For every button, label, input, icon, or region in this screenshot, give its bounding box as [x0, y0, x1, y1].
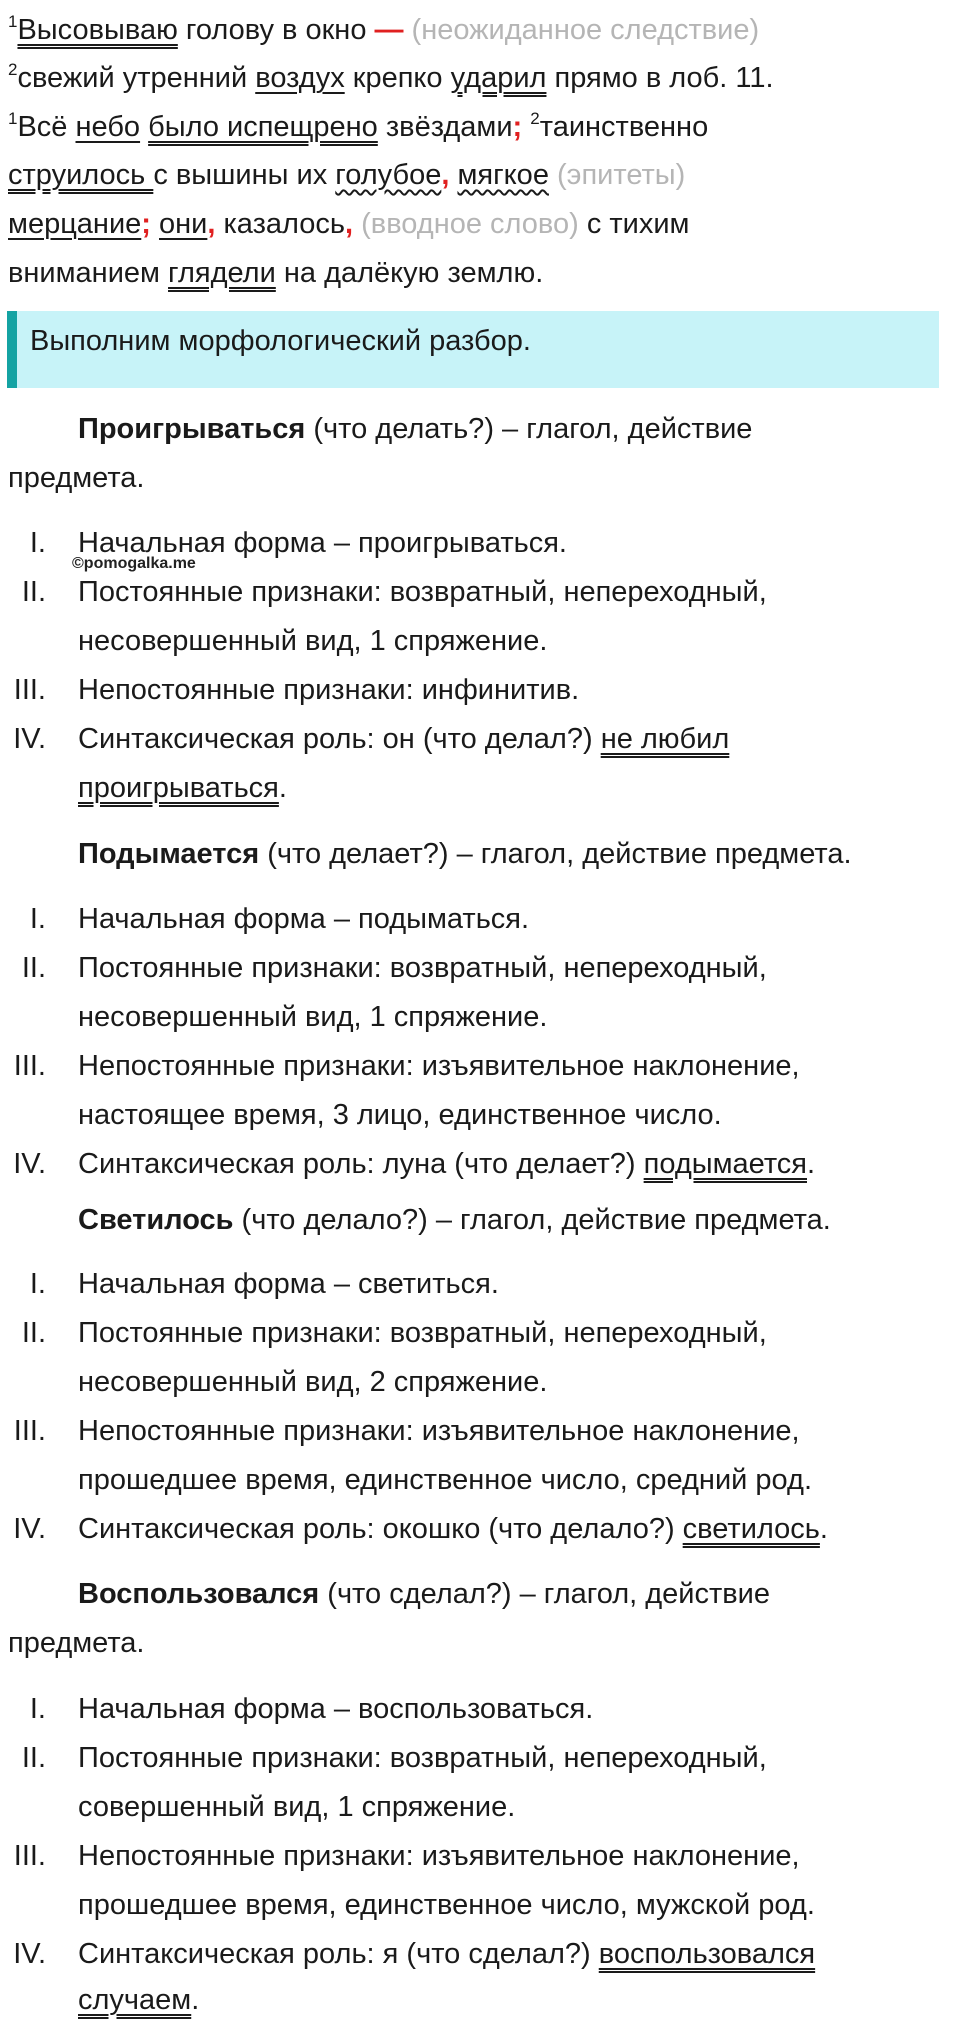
roman-numeral: II. — [21, 1317, 46, 1349]
roman-numeral: I. — [29, 903, 46, 935]
section-heading — [78, 405, 752, 454]
analysis-line-3 — [8, 103, 708, 152]
superscript: 2 — [8, 60, 18, 79]
item-text: Постоянные признаки: возвратный, непереходный, — [78, 1742, 767, 1774]
predicate-word: не любил — [600, 723, 730, 755]
grammar-note: (неожиданное следствие) — [403, 14, 760, 46]
plain-text: свежий утренний — [17, 62, 256, 94]
superscript: 2 — [530, 109, 540, 128]
section-heading — [78, 1196, 831, 1245]
section-heading — [78, 830, 852, 879]
plain-text — [140, 111, 148, 143]
punctuation-mark: ; — [141, 208, 151, 240]
heading-continuation: предмета. — [8, 462, 145, 494]
plain-text: звёздами — [377, 111, 513, 143]
heading-description: (что делало?) – глагол, действие предмета. — [233, 1204, 831, 1236]
plain-text: Всё — [17, 111, 76, 143]
item-text: Непостоянные признаки: изъявительное наклонение, — [78, 1415, 800, 1447]
watermark: ©pomogalka.me — [72, 555, 196, 572]
heading-description: (что сделал?) – глагол, действие — [319, 1578, 771, 1610]
item-text — [78, 764, 287, 813]
item-text-part: Синтаксическая роль: я (что сделал?) — [78, 1938, 599, 1970]
item-text: прошедшее время, единственное число, средний род. — [78, 1464, 813, 1496]
roman-numeral: II. — [21, 576, 46, 608]
item-text-part: Синтаксическая роль: он (что делал?) — [78, 723, 601, 755]
plain-text — [151, 208, 159, 240]
item-text: несовершенный вид, 1 спряжение. — [78, 625, 548, 657]
analysis-line-5 — [8, 200, 690, 249]
item-text — [78, 1976, 199, 2025]
section-heading — [78, 1570, 770, 1619]
subject-word: воздух — [255, 62, 345, 94]
heading-description: (что делает?) – глагол, действие предмета. — [259, 838, 852, 870]
plain-text: крепко — [344, 62, 451, 94]
heading-word: Светилось — [78, 1204, 234, 1236]
analysis-line-6 — [8, 249, 543, 298]
subject-word: мерцание — [8, 208, 142, 240]
roman-numeral: I. — [29, 1268, 46, 1300]
plain-text: с вышины их — [153, 159, 336, 191]
roman-numeral: III. — [13, 1415, 46, 1447]
item-text: Начальная форма – светиться. — [78, 1268, 499, 1300]
roman-numeral: II. — [21, 1742, 46, 1774]
item-text: Начальная форма – проигрываться. — [78, 527, 567, 559]
roman-numeral: IV. — [13, 723, 46, 755]
predicate-word: ударил — [450, 62, 547, 94]
analysis-line-1 — [8, 6, 759, 55]
subject-word: они — [159, 208, 208, 240]
item-text-part: Синтаксическая роль: окошко (что делало?) — [78, 1513, 683, 1545]
attribute-word: голубое — [335, 159, 442, 191]
item-text: Непостоянные признаки: инфинитив. — [78, 674, 580, 706]
plain-text: с тихим — [578, 208, 690, 240]
plain-text: казалось — [215, 208, 346, 240]
item-text: Начальная форма – подыматься. — [78, 903, 530, 935]
plain-text: вниманием — [8, 257, 169, 289]
predicate-word: струилось — [8, 159, 154, 191]
punctuation-mark: , — [441, 159, 450, 191]
item-text-part: . — [807, 1148, 816, 1180]
roman-numeral: IV. — [13, 1513, 46, 1545]
predicate-word: было испещрено — [148, 111, 378, 143]
predicate-word: Высовываю — [17, 14, 178, 46]
punctuation-mark: — — [374, 14, 404, 46]
heading-word: Подымается — [78, 838, 260, 870]
item-text — [78, 1930, 815, 1979]
item-text: Постоянные признаки: возвратный, непереходный, — [78, 576, 767, 608]
heading-word: Воспользовался — [78, 1578, 320, 1610]
item-text: совершенный вид, 1 спряжение. — [78, 1791, 516, 1823]
item-text: настоящее время, 3 лицо, единственное число. — [78, 1099, 722, 1131]
plain-text: таинственно — [539, 111, 709, 143]
plain-text: голову в окно — [177, 14, 375, 46]
item-text-part: Синтаксическая роль: луна (что делает?) — [78, 1148, 644, 1180]
grammar-note: (вводное слово) — [353, 208, 579, 240]
item-text — [78, 1505, 828, 1554]
heading-word: Проигрываться — [78, 413, 306, 445]
grammar-note: (эпитеты) — [548, 159, 686, 191]
attribute-word: мягкое — [457, 159, 549, 191]
heading-description: (что делать?) – глагол, действие — [305, 413, 753, 445]
item-text: Постоянные признаки: возвратный, непереходный, — [78, 1317, 767, 1349]
predicate-word: светилось — [682, 1513, 820, 1545]
info-callout — [7, 311, 939, 388]
roman-numeral: III. — [13, 674, 46, 706]
item-text: Начальная форма – воспользоваться. — [78, 1693, 594, 1725]
roman-numeral: III. — [13, 1050, 46, 1082]
callout-text: Выполним морфологический разбор. — [30, 325, 531, 357]
item-text-part: . — [819, 1513, 828, 1545]
plain-text: на далёкую землю. — [275, 257, 544, 289]
analysis-line-4 — [8, 151, 685, 200]
subject-word: небо — [75, 111, 141, 143]
predicate-word: проигрываться — [78, 772, 279, 804]
roman-numeral: I. — [29, 527, 46, 559]
item-text — [78, 1140, 815, 1189]
item-text-part: . — [191, 1984, 200, 2016]
analysis-line-2 — [8, 54, 774, 103]
plain-text: прямо в лоб. 11. — [546, 62, 774, 94]
punctuation-mark: ; — [512, 111, 523, 143]
superscript: 1 — [8, 12, 18, 31]
roman-numeral: II. — [21, 952, 46, 984]
roman-numeral: III. — [13, 1840, 46, 1872]
item-text — [78, 715, 729, 764]
item-text-part: . — [278, 772, 287, 804]
roman-numeral: IV. — [13, 1938, 46, 1970]
roman-numeral: IV. — [13, 1148, 46, 1180]
predicate-word: случаем — [78, 1984, 192, 2016]
punctuation-mark: , — [207, 208, 216, 240]
predicate-word: глядели — [168, 257, 276, 289]
roman-numeral: I. — [29, 1693, 46, 1725]
item-text: несовершенный вид, 1 спряжение. — [78, 1001, 548, 1033]
item-text: Постоянные признаки: возвратный, непереходный, — [78, 952, 767, 984]
predicate-word: воспользовался — [598, 1938, 816, 1970]
heading-continuation: предмета. — [8, 1627, 145, 1659]
superscript: 1 — [8, 109, 18, 128]
item-text: несовершенный вид, 2 спряжение. — [78, 1366, 548, 1398]
item-text: Непостоянные признаки: изъявительное наклонение, — [78, 1840, 800, 1872]
predicate-word: подымается — [643, 1148, 807, 1180]
item-text: Непостоянные признаки: изъявительное наклонение, — [78, 1050, 800, 1082]
item-text: прошедшее время, единственное число, мужской род. — [78, 1889, 815, 1921]
punctuation-mark: , — [345, 208, 354, 240]
